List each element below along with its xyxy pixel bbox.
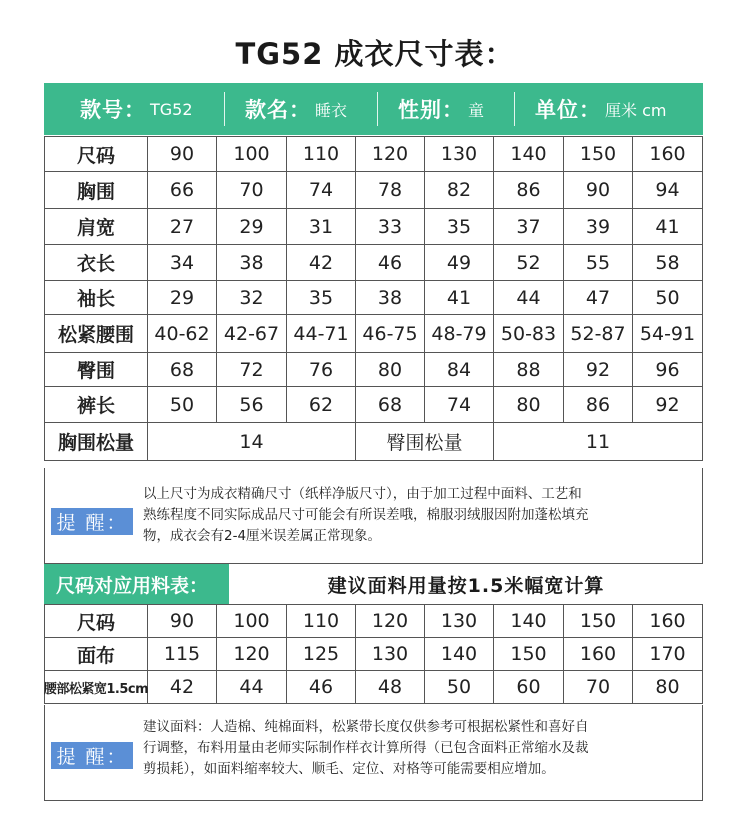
table-cell: 27 — [148, 209, 217, 245]
style-name-label: 款名： — [245, 98, 311, 122]
table-cell: 46-75 — [356, 315, 425, 353]
page-title: TG52 成衣尺寸表： — [235, 37, 515, 71]
row-label: 尺码 — [45, 137, 148, 172]
reminder-line: 剪损耗），如面料缩率较大、顺毛、定位、对格等可能需要相应增加。 — [143, 761, 555, 777]
gender-label: 性别： — [398, 98, 464, 122]
table-cell: 160 — [633, 137, 703, 172]
row-label: 胸围 — [45, 172, 148, 209]
reminder-text — [143, 717, 589, 780]
table-cell: 74 — [287, 172, 356, 209]
table-cell: 100 — [217, 137, 287, 172]
unit-value: 厘米 cm — [605, 100, 667, 120]
table-row — [45, 315, 703, 353]
table-cell: 40-62 — [148, 315, 217, 353]
reminder-badge: 提 醒： — [51, 742, 133, 769]
table-cell: 90 — [148, 605, 217, 638]
table-cell: 170 — [633, 638, 703, 671]
table-cell: 130 — [425, 137, 494, 172]
row-label: 腰部松紧宽1.5cm — [45, 671, 148, 704]
table-cell: 86 — [494, 172, 564, 209]
table-cell: 35 — [425, 209, 494, 245]
reminder-badge: 提 醒： — [51, 508, 133, 535]
table-cell: 29 — [148, 281, 217, 315]
row-label: 臀围 — [45, 353, 148, 387]
table-cell: 150 — [494, 638, 564, 671]
table-cell: 160 — [633, 605, 703, 638]
table-cell: 42 — [148, 671, 217, 704]
table-cell: 42 — [287, 245, 356, 281]
table-cell: 140 — [425, 638, 494, 671]
fabric-table — [44, 605, 703, 704]
table-cell: 48 — [356, 671, 425, 704]
table-cell: 80 — [356, 353, 425, 387]
table-cell: 62 — [287, 387, 356, 423]
table-cell: 41 — [425, 281, 494, 315]
ease-row — [45, 423, 703, 461]
table-cell: 48-79 — [425, 315, 494, 353]
style-no-value: TG52 — [150, 99, 193, 119]
row-label: 面布 — [45, 638, 148, 671]
table-cell: 66 — [148, 172, 217, 209]
hip-ease-label: 臀围松量 — [356, 423, 494, 461]
table-cell: 92 — [633, 387, 703, 423]
table-row — [45, 137, 703, 172]
table-cell: 150 — [564, 137, 633, 172]
style-no-field — [44, 83, 224, 135]
table-cell: 130 — [425, 605, 494, 638]
table-cell: 68 — [148, 353, 217, 387]
row-label: 松紧腰围 — [45, 315, 148, 353]
row-label: 袖长 — [45, 281, 148, 315]
table-row — [45, 387, 703, 423]
size-table — [44, 137, 703, 461]
row-label: 裤长 — [45, 387, 148, 423]
table-cell: 49 — [425, 245, 494, 281]
table-cell: 125 — [287, 638, 356, 671]
table-row — [45, 638, 703, 671]
table-cell: 52 — [494, 245, 564, 281]
table-cell: 70 — [564, 671, 633, 704]
gender-field — [378, 83, 514, 135]
table-cell: 35 — [287, 281, 356, 315]
table-cell: 120 — [217, 638, 287, 671]
table-cell: 34 — [148, 245, 217, 281]
fabric-section-label: 尺码对应用料表： — [44, 564, 229, 604]
table-cell: 56 — [217, 387, 287, 423]
note-box-2 — [44, 705, 703, 801]
table-cell: 52-87 — [564, 315, 633, 353]
table-cell: 82 — [425, 172, 494, 209]
table-cell: 80 — [633, 671, 703, 704]
row-label: 衣长 — [45, 245, 148, 281]
table-cell: 140 — [494, 605, 564, 638]
reminder-text — [143, 484, 589, 547]
row-label: 尺码 — [45, 605, 148, 638]
table-cell: 72 — [217, 353, 287, 387]
table-cell: 50 — [148, 387, 217, 423]
table-cell: 100 — [217, 605, 287, 638]
reminder-line: 行调整，布料用量由老师实际制作样衣计算所得（已包含面料正常缩水及裁 — [143, 740, 589, 756]
table-cell: 68 — [356, 387, 425, 423]
table-cell: 96 — [633, 353, 703, 387]
table-cell: 74 — [425, 387, 494, 423]
header-bar — [44, 83, 703, 135]
table-cell: 47 — [564, 281, 633, 315]
table-cell: 32 — [217, 281, 287, 315]
table-row — [45, 281, 703, 315]
table-cell: 70 — [217, 172, 287, 209]
table-cell: 90 — [564, 172, 633, 209]
unit-label: 单位： — [535, 98, 601, 122]
gender-value: 童 — [468, 100, 485, 120]
style-name-field — [225, 83, 377, 135]
table-cell: 110 — [287, 605, 356, 638]
table-cell: 88 — [494, 353, 564, 387]
table-cell: 31 — [287, 209, 356, 245]
table-cell: 44 — [217, 671, 287, 704]
table-row — [45, 671, 703, 704]
table-cell: 160 — [564, 638, 633, 671]
table-row — [45, 209, 703, 245]
table-cell: 76 — [287, 353, 356, 387]
table-cell: 55 — [564, 245, 633, 281]
table-cell: 50-83 — [494, 315, 564, 353]
reminder-line: 建议面料：人造棉、纯棉面料，松紧带长度仅供参考可根据松紧性和喜好自 — [143, 719, 589, 735]
table-cell: 50 — [425, 671, 494, 704]
table-row — [45, 172, 703, 209]
hip-ease-value: 11 — [494, 423, 703, 461]
table-cell: 94 — [633, 172, 703, 209]
style-name-value: 睡衣 — [315, 100, 348, 120]
style-no-label: 款号： — [80, 98, 146, 122]
table-cell: 37 — [494, 209, 564, 245]
table-cell: 58 — [633, 245, 703, 281]
table-cell: 120 — [356, 137, 425, 172]
table-cell: 110 — [287, 137, 356, 172]
table-cell: 115 — [148, 638, 217, 671]
table-row — [45, 245, 703, 281]
fabric-section-title: 建议面料用量按1.5米幅宽计算 — [327, 574, 605, 597]
table-cell: 120 — [356, 605, 425, 638]
table-cell: 140 — [494, 137, 564, 172]
row-label: 肩宽 — [45, 209, 148, 245]
table-cell: 90 — [148, 137, 217, 172]
fabric-section-header — [44, 564, 703, 604]
table-cell: 46 — [356, 245, 425, 281]
table-cell: 44-71 — [287, 315, 356, 353]
table-cell: 41 — [633, 209, 703, 245]
table-cell: 150 — [564, 605, 633, 638]
table-cell: 38 — [217, 245, 287, 281]
table-cell: 54-91 — [633, 315, 703, 353]
table-cell: 44 — [494, 281, 564, 315]
table-cell: 39 — [564, 209, 633, 245]
reminder-line: 物，成衣会有2-4厘米误差属正常现象。 — [143, 528, 382, 544]
table-cell: 92 — [564, 353, 633, 387]
table-cell: 29 — [217, 209, 287, 245]
table-row — [45, 353, 703, 387]
table-cell: 78 — [356, 172, 425, 209]
table-cell: 80 — [494, 387, 564, 423]
reminder-line: 熟练程度不同实际成品尺寸可能会有所误差哦，棉服羽绒服因附加蓬松填充 — [143, 507, 589, 523]
table-cell: 46 — [287, 671, 356, 704]
table-cell: 84 — [425, 353, 494, 387]
table-cell: 130 — [356, 638, 425, 671]
unit-field — [515, 83, 701, 135]
chest-ease-label: 胸围松量 — [45, 423, 148, 461]
chest-ease-value: 14 — [148, 423, 356, 461]
note-box-1 — [44, 468, 703, 564]
table-cell: 60 — [494, 671, 564, 704]
table-cell: 50 — [633, 281, 703, 315]
table-row — [45, 605, 703, 638]
reminder-line: 以上尺寸为成衣精确尺寸（纸样净版尺寸），由于加工过程中面料、工艺和 — [143, 486, 582, 502]
table-cell: 86 — [564, 387, 633, 423]
table-cell: 33 — [356, 209, 425, 245]
table-cell: 42-67 — [217, 315, 287, 353]
table-cell: 38 — [356, 281, 425, 315]
